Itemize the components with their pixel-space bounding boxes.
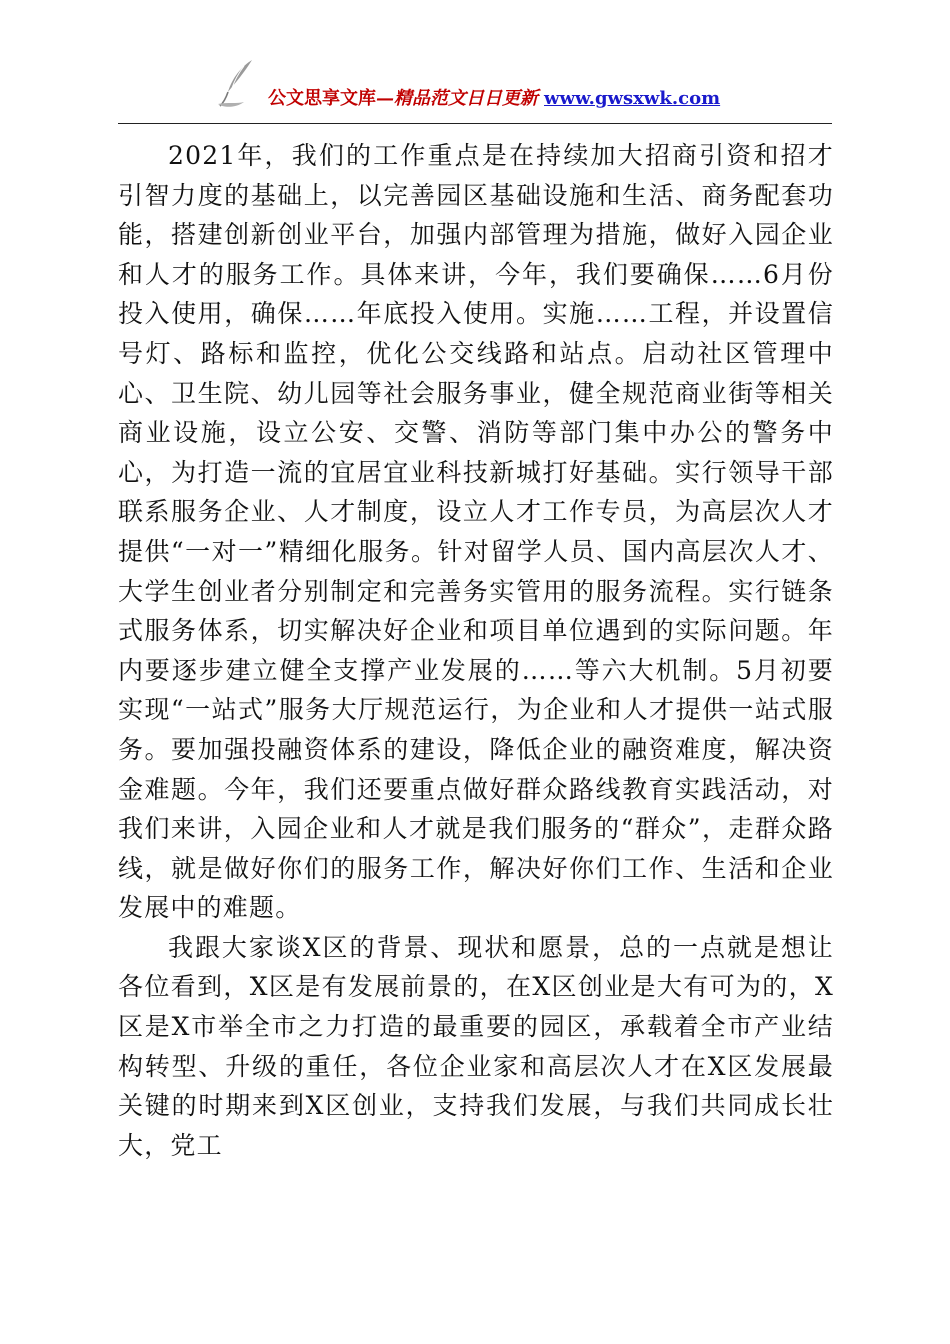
header-brand [268, 84, 720, 110]
page-header [118, 56, 832, 122]
paragraph-2: 我跟大家谈X区的背景、现状和愿景，总的一点就是想让各位看到，X区是有发展前景的，在X区创业是大有可为的，X区是X市举全市之力打造的最重要的园区，承载着全市产业结构转型、升级的重任，各位企业家和高层次人才在X区发展最关键的时期来到X区创业，支持我们发展，与我们共同成长壮大，党工 [118, 932, 834, 1160]
document-body [118, 136, 834, 1165]
site-name: 公文思享文库 [268, 88, 376, 109]
site-slogan: —精品范文日日更新 [376, 88, 538, 109]
header-divider [118, 123, 832, 124]
quill-pen-icon [214, 58, 262, 110]
site-url-link[interactable]: www.gwsxwk.com [544, 88, 721, 109]
paragraph-1: 2021年，我们的工作重点是在持续加大招商引资和招才引智力度的基础上，以完善园区基础设施和生活、商务配套功能，搭建创新创业平台，加强内部管理为措施，做好入园企业和人才的服务工作。具体来讲，今年，我们要确保……6月份投入使用，确保……年底投入使用。实施……工程，并设置信号灯、路标和监控，优化公交线路和站点。启动社区管理中心、卫生院、幼儿园等社会服务事业，健全规范商业街等相关商业设施，设立公安、交警、消防等部门集中办公的警务中心，为打造一流的宜居宜业科技新城打好基础。实行领导干部联系服务企业、人才制度，设立人才工作专员，为高层次人才提供“一对一”精细化服务。针对留学人员、国内高层次人才、大学生创业者分别制定和完善务实管用的服务流程。实行链条式服务体系，切实解决好企业和项目单位遇到的实际问题。年内要逐步建立健全支撑产业发展的……等六大机制。5月初要实现“一站式”服务大厅规范运行，为企业和人才提供一站式服务。要加强投融资体系的建设，降低企业的融资难度，解决资金难题。今年，我们还要重点做好群众路线教育实践活动，对我们来讲，入园企业和人才就是我们服务的“群众”，走群众路线，就是做好你们的服务工作，解决好你们工作、生活和企业发展中的难题。 [118, 141, 834, 923]
